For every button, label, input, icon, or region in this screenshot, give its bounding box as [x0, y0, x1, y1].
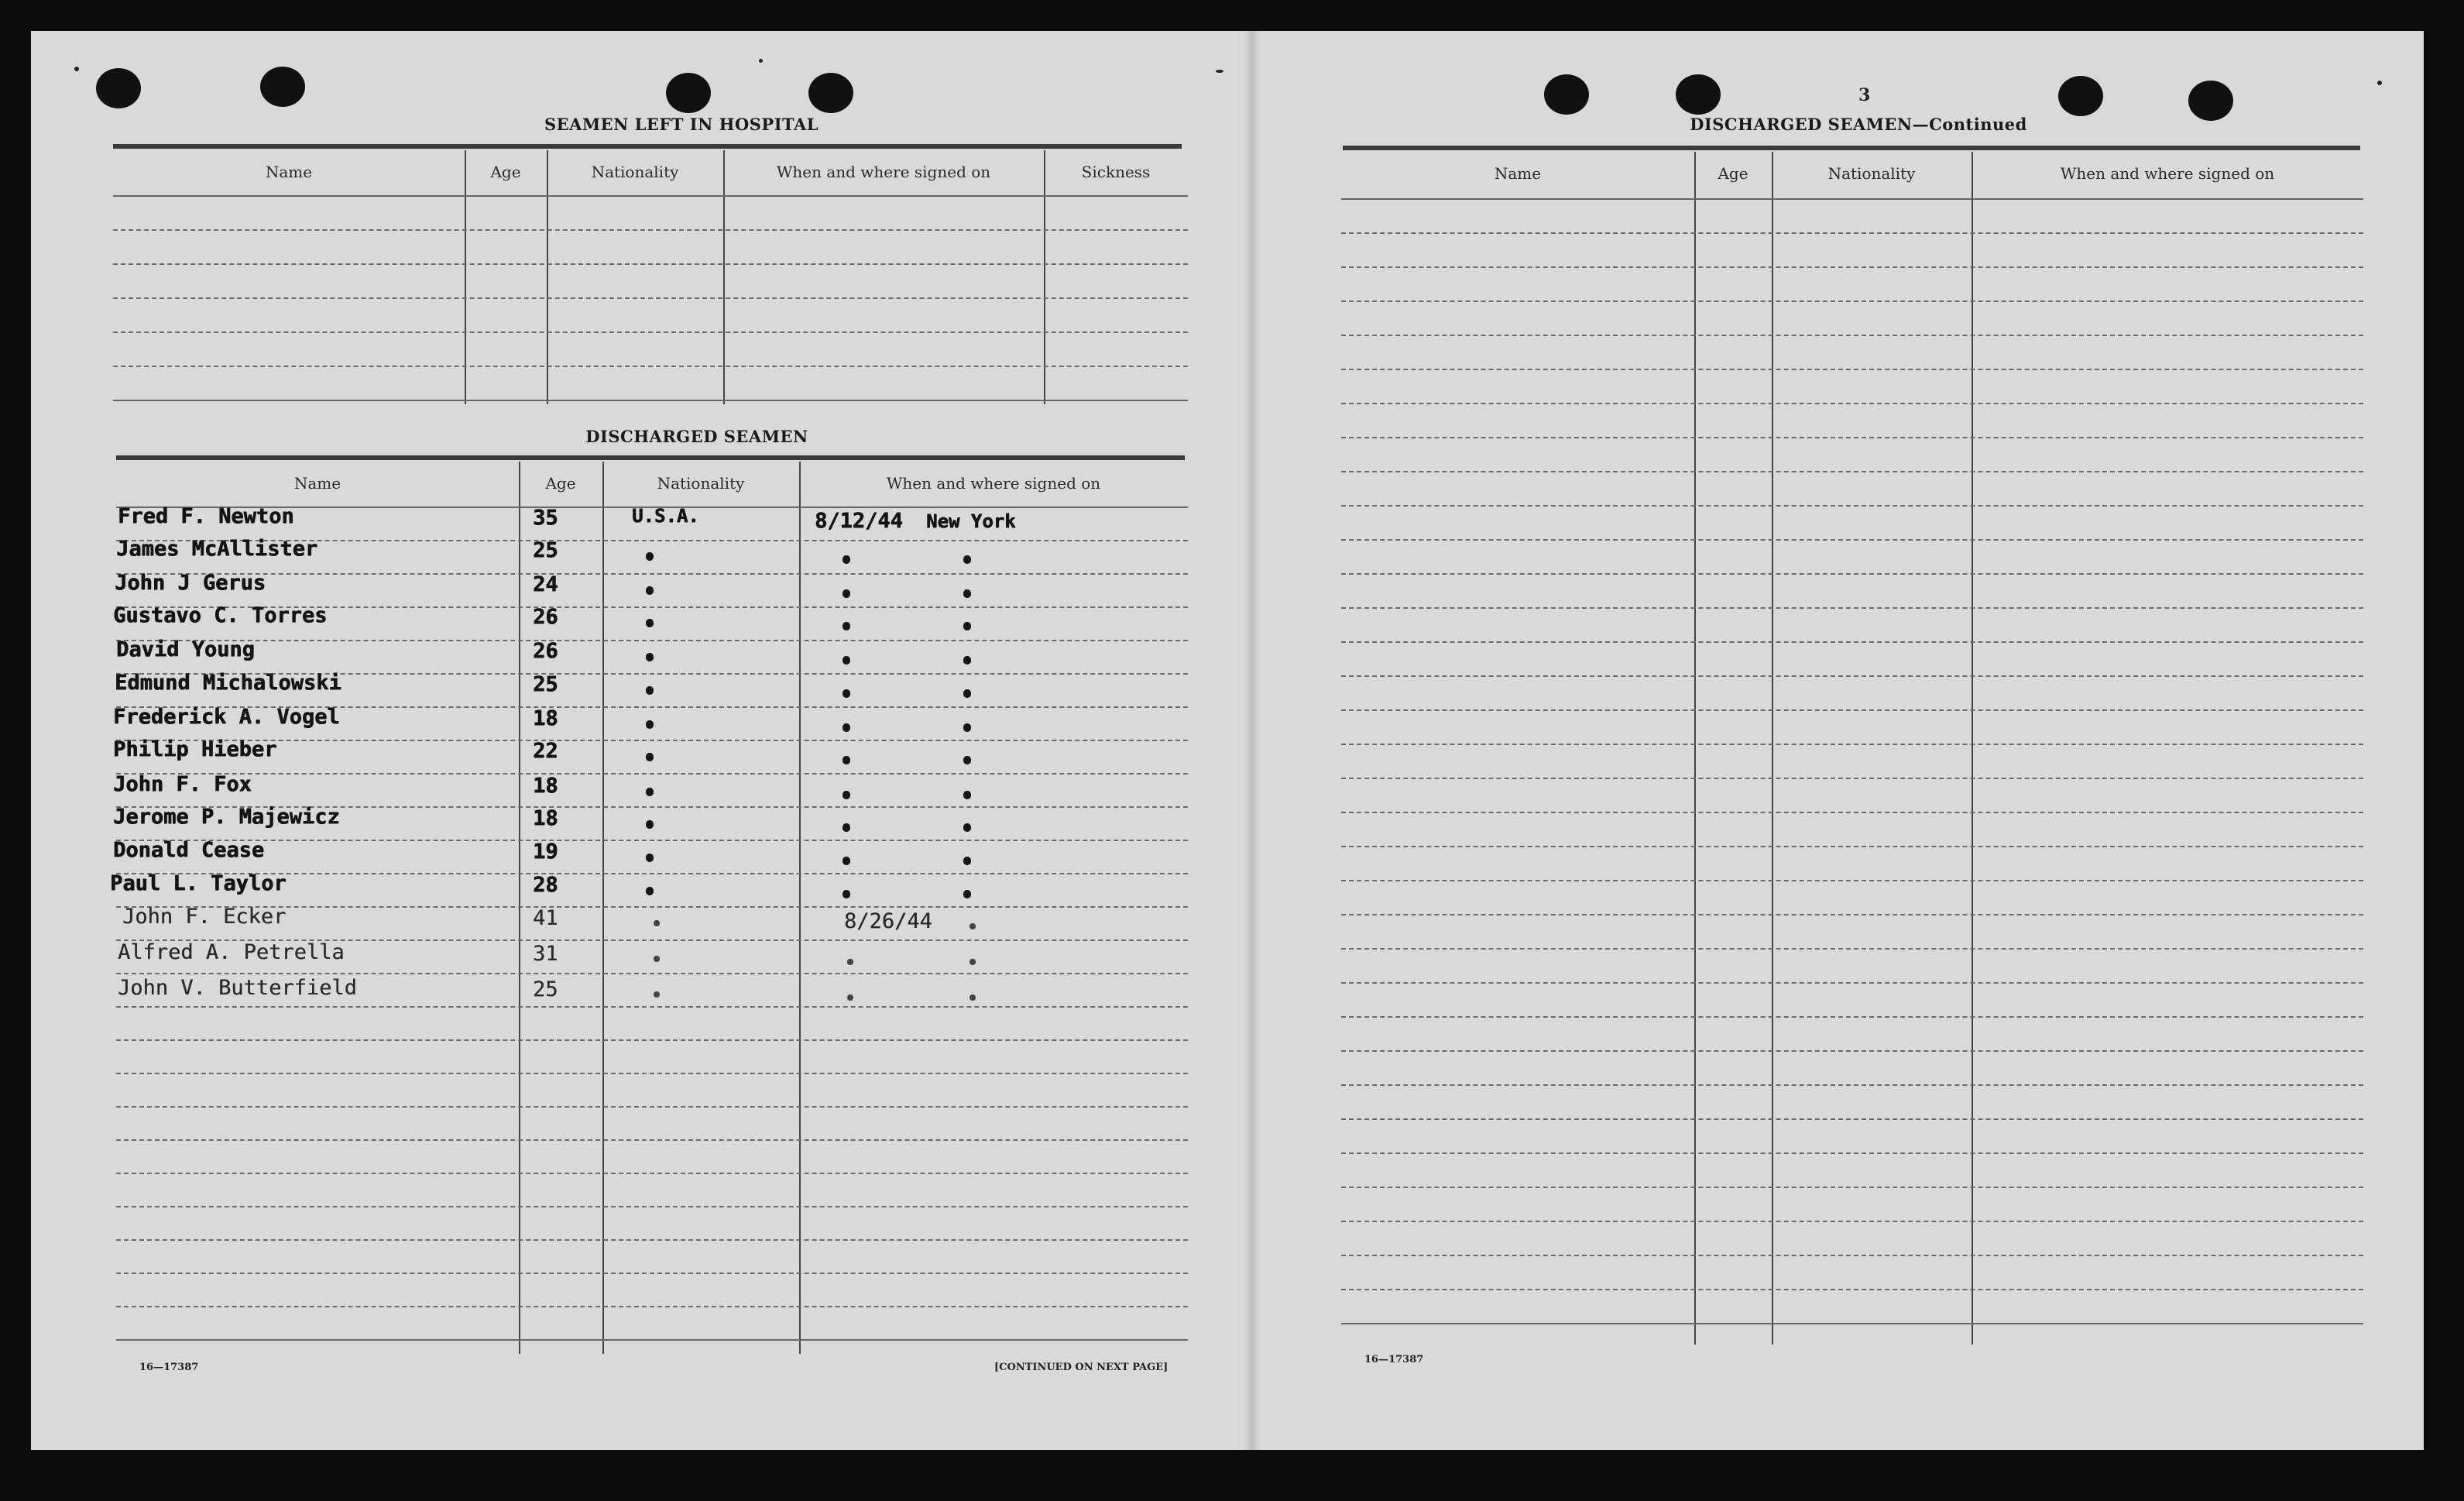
- seaman-age: 19: [533, 840, 558, 864]
- ditto-mark: [963, 723, 971, 732]
- row-line: [1341, 744, 2363, 745]
- ditto-mark: [969, 923, 976, 929]
- seaman-name: John F. Fox: [113, 772, 252, 796]
- ditto-mark: [842, 890, 850, 898]
- column-divider: [519, 462, 520, 1354]
- row-line: [113, 400, 1188, 401]
- column-header: Age: [545, 474, 576, 493]
- row-line: [1341, 573, 2363, 575]
- seaman-age: 41: [533, 906, 558, 930]
- row-line: [1341, 1289, 2363, 1290]
- continued-section-title: DISCHARGED SEAMEN—Continued: [1690, 115, 2027, 134]
- row-line: [1341, 914, 2363, 915]
- row-line: [116, 973, 1188, 974]
- punch-hole: [1544, 74, 1589, 115]
- signed-on-date: 8/26/44: [844, 909, 932, 933]
- column-divider: [1694, 152, 1696, 1345]
- column-header: Name: [1494, 164, 1542, 183]
- column-header: When and where signed on: [776, 163, 991, 181]
- seaman-age: 18: [533, 774, 558, 798]
- header-underline: [1341, 198, 2363, 200]
- discharged-section-title: DISCHARGED SEAMEN: [585, 427, 808, 446]
- ditto-mark: [646, 887, 654, 895]
- column-header: Nationality: [657, 474, 745, 493]
- row-line: [116, 1139, 1188, 1141]
- hospital-section-title: SEAMEN LEFT IN HOSPITAL: [544, 115, 819, 134]
- ditto-mark: [963, 622, 971, 630]
- ditto-mark: [963, 890, 971, 898]
- column-divider: [602, 462, 604, 1354]
- row-line: [1341, 1118, 2363, 1120]
- seaman-name: Alfred A. Petrella: [118, 940, 345, 964]
- signed-on-place: New York: [926, 510, 1016, 532]
- row-line: [116, 1173, 1188, 1174]
- ditto-mark: [654, 956, 660, 962]
- punch-hole: [1676, 74, 1721, 115]
- row-line: [1341, 539, 2363, 541]
- seaman-name: Jerome P. Majewicz: [113, 805, 340, 829]
- ditto-mark: [646, 753, 654, 761]
- seaman-age: 25: [533, 977, 558, 1001]
- seaman-age: 26: [533, 605, 558, 629]
- row-line: [1341, 505, 2363, 507]
- column-header: When and where signed on: [2060, 164, 2275, 183]
- row-line: [116, 573, 1188, 575]
- form-number: 16—17387: [1364, 1354, 1424, 1365]
- seaman-nationality: U.S.A.: [632, 505, 699, 527]
- ditto-mark: [646, 653, 654, 661]
- seaman-name: James McAllister: [116, 537, 318, 561]
- row-line: [1341, 1187, 2363, 1188]
- ditto-mark: [842, 756, 850, 764]
- row-line: [1341, 778, 2363, 779]
- seaman-age: 18: [533, 706, 558, 730]
- row-line: [1341, 675, 2363, 677]
- ditto-mark: [646, 788, 654, 796]
- ditto-mark: [654, 991, 660, 998]
- ditto-mark: [646, 854, 654, 862]
- ditto-mark: [963, 756, 971, 764]
- row-line: [116, 1006, 1188, 1008]
- column-header: Nationality: [591, 163, 679, 181]
- seaman-name: Edmund Michalowski: [115, 671, 341, 695]
- row-line: [1341, 403, 2363, 404]
- punch-hole: [260, 67, 305, 107]
- row-line: [1341, 1323, 2363, 1324]
- row-line: [116, 1306, 1188, 1307]
- seaman-age: 25: [533, 538, 558, 562]
- row-line: [113, 229, 1188, 231]
- row-line: [1341, 1221, 2363, 1222]
- punch-hole: [666, 73, 711, 113]
- ditto-mark: [963, 857, 971, 865]
- ditto-mark: [963, 791, 971, 799]
- form-number: 16—17387: [139, 1362, 199, 1373]
- ditto-mark: [963, 823, 971, 832]
- row-line: [116, 1239, 1188, 1241]
- scan-speck: [1216, 70, 1223, 73]
- ditto-mark: [842, 857, 850, 865]
- column-divider: [1972, 152, 1973, 1345]
- seaman-name: Philip Hieber: [113, 737, 277, 761]
- seaman-name: David Young: [116, 637, 255, 661]
- scan-speck: [2377, 81, 2382, 85]
- row-line: [1341, 437, 2363, 438]
- page-fold: [1244, 31, 1261, 1450]
- column-divider: [1772, 152, 1773, 1345]
- ditto-mark: [654, 920, 660, 926]
- ditto-mark: [842, 823, 850, 832]
- seaman-name: John V. Butterfield: [118, 976, 357, 1000]
- row-line: [1341, 301, 2363, 302]
- row-line: [113, 331, 1188, 333]
- ditto-mark: [842, 622, 850, 630]
- ditto-mark: [969, 994, 976, 1001]
- row-line: [1341, 812, 2363, 813]
- ditto-mark: [842, 555, 850, 564]
- row-line: [1341, 880, 2363, 881]
- row-line: [1341, 709, 2363, 711]
- scan-speck: [74, 67, 79, 71]
- signed-on-date: 8/12/44: [815, 509, 903, 533]
- seaman-name: Gustavo C. Torres: [113, 603, 328, 627]
- row-line: [1341, 266, 2363, 268]
- row-line: [116, 1106, 1188, 1108]
- column-header: Nationality: [1827, 164, 1916, 183]
- column-header: Age: [490, 163, 521, 181]
- punch-hole: [2188, 81, 2233, 121]
- seaman-name: Paul L. Taylor: [110, 871, 287, 895]
- row-line: [1341, 232, 2363, 234]
- row-line: [116, 740, 1188, 741]
- seaman-name: John J Gerus: [115, 571, 266, 595]
- row-line: [116, 1039, 1188, 1041]
- ditto-mark: [963, 656, 971, 665]
- scan-speck: [759, 59, 763, 63]
- seaman-age: 25: [533, 672, 558, 696]
- row-line: [116, 840, 1188, 841]
- ditto-mark: [842, 723, 850, 732]
- column-header: When and where signed on: [886, 474, 1101, 493]
- row-line: [116, 1073, 1188, 1074]
- row-line: [1341, 982, 2363, 984]
- row-line: [113, 297, 1188, 299]
- punch-hole: [2058, 76, 2103, 116]
- row-line: [1341, 1152, 2363, 1154]
- row-line: [116, 640, 1188, 641]
- column-header: Name: [293, 474, 341, 493]
- row-line: [1341, 641, 2363, 643]
- header-rule: [1343, 146, 2360, 150]
- seaman-age: 24: [533, 572, 558, 596]
- header-rule: [116, 455, 1185, 460]
- ditto-mark: [963, 689, 971, 698]
- page-number: 3: [1858, 85, 1871, 105]
- column-header: Age: [1718, 164, 1748, 183]
- ditto-mark: [842, 589, 850, 598]
- row-line: [1341, 335, 2363, 336]
- row-line: [1341, 1050, 2363, 1052]
- row-line: [116, 1206, 1188, 1207]
- seaman-name: Donald Cease: [113, 838, 265, 862]
- row-line: [116, 1273, 1188, 1274]
- ditto-mark: [646, 720, 654, 729]
- seaman-age: 31: [533, 942, 558, 966]
- header-underline: [113, 195, 1188, 197]
- row-line: [1341, 846, 2363, 847]
- row-line: [113, 263, 1188, 265]
- ditto-mark: [847, 994, 853, 1001]
- column-header: Name: [265, 163, 313, 181]
- ditto-mark: [842, 689, 850, 698]
- row-line: [1341, 948, 2363, 950]
- ditto-mark: [646, 552, 654, 561]
- ditto-mark: [969, 959, 976, 965]
- continued-note: [CONTINUED ON NEXT PAGE]: [994, 1362, 1169, 1373]
- seaman-age: 28: [533, 873, 558, 897]
- ditto-mark: [646, 619, 654, 627]
- ditto-mark: [646, 586, 654, 595]
- ditto-mark: [646, 686, 654, 695]
- punch-hole: [96, 68, 141, 108]
- row-line: [1341, 1016, 2363, 1018]
- row-line: [1341, 471, 2363, 472]
- ditto-mark: [847, 959, 853, 965]
- row-line: [116, 1339, 1188, 1341]
- seaman-age: 35: [533, 506, 558, 530]
- row-line: [116, 773, 1188, 775]
- seaman-name: Frederick A. Vogel: [113, 705, 340, 729]
- column-divider: [799, 462, 801, 1354]
- row-line: [1341, 1084, 2363, 1086]
- seaman-name: Fred F. Newton: [118, 504, 294, 528]
- ditto-mark: [842, 791, 850, 799]
- row-line: [1341, 607, 2363, 609]
- row-line: [1341, 369, 2363, 370]
- ditto-mark: [646, 820, 654, 829]
- column-header: Sickness: [1081, 163, 1151, 181]
- punch-hole: [808, 73, 853, 113]
- row-line: [113, 366, 1188, 367]
- seaman-age: 22: [533, 739, 558, 763]
- ditto-mark: [963, 555, 971, 564]
- row-line: [1341, 1255, 2363, 1256]
- ditto-mark: [842, 656, 850, 665]
- seaman-age: 26: [533, 639, 558, 663]
- right-page: [1251, 31, 2424, 1450]
- header-rule: [113, 144, 1182, 149]
- seaman-name: John F. Ecker: [122, 905, 287, 929]
- seaman-age: 18: [533, 806, 558, 830]
- ditto-mark: [963, 589, 971, 598]
